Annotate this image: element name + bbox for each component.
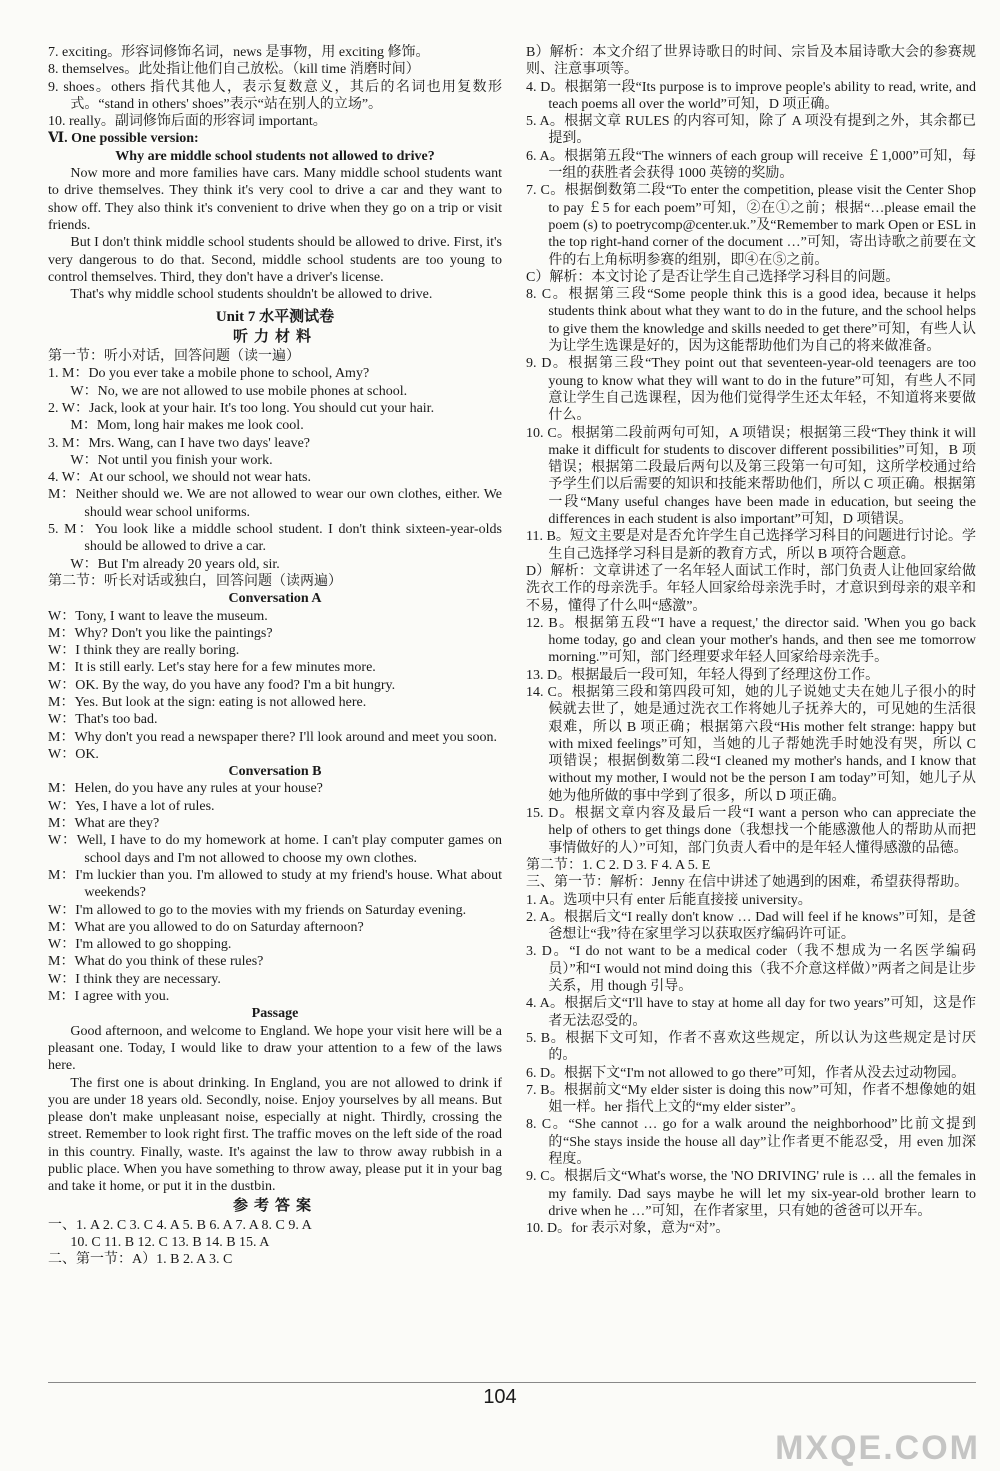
text-line: 5. A。根据文章 RULES 的内容可知，除了 A 项没有提到之外，其余都已提到。 — [526, 114, 976, 147]
divider-line — [48, 1382, 976, 1383]
text-line: 9. D。根据第三段“They point out that seventeen-year-old teenagers are too young to know what they will want to do in the future”可知，有些人不同意让学生自己选课程，因为他们觉得学生还太年轻，不知道将来要做什么。 — [526, 356, 976, 424]
text-line: 2. A。根据后文“I really don't know … Dad will feel if he knows”可知，是爸爸想让“我”待在家里学习以获取医疗编码许可证。 — [526, 909, 976, 943]
text-line: 10. really。副词修饰后面的形容词 important。 — [48, 114, 327, 130]
text-line: 7. B。根据前文“My elder sister is doing this now”可知，作者不想像她的姐姐一样。her 指代上文的“my elder sister”。 — [526, 1082, 976, 1116]
text-line: 9. C。根据后文“What's worse, the 'NO DRIVING' rule is … all the females in my family. Dad says maybe he will let my six-year-old brother learn to drive when he …”可知，在作者家里，只有她的爸爸可以开车。 — [526, 1169, 976, 1219]
text-line: 第二节：听长对话或独白，回答问题（读两遍） — [48, 573, 342, 589]
text-line: B）解析：本文介绍了世界诗歌日的时间、宗旨及本届诗歌大会的参赛规则、注意事项等。 — [526, 45, 976, 78]
text-line: 5. B。根据下文可知，作者不喜欢这些规定，所以认为这些规定是讨厌的。 — [526, 1030, 976, 1064]
text-line: W：That's too bad. — [48, 712, 158, 728]
text-line: W：I'm allowed to go to the movies with my friends on Saturday evening. — [48, 902, 467, 918]
text-line: 6. D。根据下文“I'm not allowed to go there”可知，作者从没去过动物园。 — [526, 1065, 966, 1081]
text-line: 8. themselves。此处指让他们自己放松。（kill time 消磨时间） — [48, 62, 420, 78]
text-line: 5. M：You look like a middle school student. I don't think sixteen-year-olds should be allowed to drive a car. — [48, 522, 502, 555]
text-line: Conversation B — [228, 764, 322, 780]
text-line: D）解析：文章讲述了一名年轻人面试工作时，部门负责人让他回家给做洗衣工作的母亲洗手。年轻人回家给母亲洗手时，才意识到母亲的艰辛和不易，懂得了什么叫“感激”。 — [526, 563, 976, 614]
text-line: 2. W：Jack, look at your hair. It's too long. You should cut your hair. — [48, 400, 435, 416]
text-line: 4. D。根据第一段“Its purpose is to improve people's ability to read, write, and teach poems all over the world”可知，D 项正确。 — [526, 79, 976, 112]
text-line: 4. W：At our school, we should not wear hats. — [48, 470, 311, 486]
text-line: 6. A。根据第五段“The winners of each group will receive ￡1,000”可知，每一组的获胜者会获得 1000 英镑的奖励。 — [526, 148, 976, 182]
text-line: W：Yes, I have a lot of rules. — [48, 798, 215, 814]
text-line: 12. B。根据第五段“'I have a request,' the director said. 'When you go back home today, go and clean your mother's hands, and then see me tomorrow morning.'”可知，部门经理要求年轻人回家给母亲洗手。 — [526, 615, 976, 666]
text-line: 第二节：1. C 2. D 3. F 4. A 5. E — [526, 857, 711, 873]
text-line: 15. D。根据文章内容及最后一段“I want a person who can appreciate the help of others to get things done（我想找一个能感激他人的帮助从而把事情做好的人）”可知，部门负责人看中的是年轻人懂得感激的品德。 — [526, 806, 976, 856]
text-line: Conversation A — [228, 591, 322, 607]
text-line: Unit 7 水平测试卷 — [215, 309, 335, 326]
text-line: 第一节：听小对话，回答问题（读一遍） — [48, 349, 300, 365]
text-line: M：It is still early. Let's stay here for a few minutes more. — [48, 660, 376, 676]
text-line: W：I think they are necessary. — [48, 971, 221, 987]
text-line: 4. A。根据后文“I'll have to stay at home all day for two years”可知，这是作者无法忍受的。 — [526, 996, 976, 1029]
text-line: 13. D。根据最后一段可知，年轻人得到了经理这份工作。 — [526, 667, 880, 683]
text-line: Now more and more families have cars. Many middle school students want to drive themselves. They think it's very cool to drive a car and they want to show off. They also think it's convenient to drive when they go on a trip or visit friends. — [48, 166, 502, 233]
text-line: M：Helen, do you have any rules at your house? — [48, 781, 323, 797]
text-line: M：What do you think of these rules? — [48, 954, 264, 970]
text-line: That's why middle school students shouldn't be allowed to drive. — [70, 287, 433, 303]
text-line: 14. C。根据第三段和第四段可知，她的儿子说她丈夫在她儿子很小的时候就去世了，她是通过洗衣工作将她儿子抚养大的，可见她的生活很艰难，所以 B 项正确；根据第六段“His mother felt strange: happy but with mixed feelings”可知，当她的儿子帮她洗手时她没有哭，所以 C 项错误；根据倒数第二段“I cleaned my mother's hands, and I know that without my mother, I would not be the person I am today”可知，她儿子从她为他所做的事中学到了很多，所以 D 项正确。 — [526, 684, 976, 804]
text-line: W：I'm allowed to go shopping. — [48, 937, 232, 953]
text-line: 一、1. A 2. C 3. C 4. A 5. B 6. A 7. A 8. C 9. A — [48, 1217, 312, 1233]
text-line: M：Why don't you read a newspaper there? I'll look around and meet you soon. — [48, 729, 498, 745]
text-line: M：I agree with you. — [48, 989, 170, 1005]
text-line: M：I'm luckier than you. I'm allowed to study at my friend's house. What about weekends? — [48, 867, 502, 901]
text-line: 8. C。根据第三段“Some people think this is a good idea, because it helps students think about what they want to do in the future, and the school helps to give them the knowledge and skills needed to get there”可知，有些人认为让学生选课是好的，因为这能帮助他们为自己的将来做准备。 — [526, 287, 976, 355]
text-line: 10. D。for 表示对象，意为“对”。 — [526, 1221, 730, 1237]
text-line: Good afternoon, and welcome to England. We hope your visit here will be a pleasant one. Today, I would like to draw your attention to a few of the laws here. — [48, 1023, 502, 1074]
text-line: 3. D。“I do not want to be a medical coder（我不想成为一名医学编码员）”和“I would not mind doing this（我不介意这样做）”两者之间是让步关系，用 though 引导。 — [526, 944, 976, 995]
left-column — [48, 44, 502, 1269]
text-line: 1. A。选项中只有 enter 后能直接接 university。 — [526, 892, 812, 908]
text-line: 9. shoes。others 指代其他人，表示复数意义，其后的名词也用复数形式。“stand in others' shoes”表示“站在别人的立场”。 — [48, 79, 502, 112]
page-number: 104 — [483, 1386, 517, 1408]
text-line: Passage — [251, 1006, 299, 1022]
text-line: 7. exciting。形容词修饰名词，news 是事物，用 exciting 修饰。 — [48, 45, 430, 60]
text-line: 听力材料 — [232, 328, 317, 345]
text-line: M：Mom, long hair makes me look cool. — [70, 418, 304, 434]
text-line: W：But I'm already 20 years old, sir. — [70, 556, 280, 572]
text-line: 11. B。短文主要是对是否允许学生自己选择学习科目的问题进行讨论。学生自己选择学习科目是新的教育方式，所以 B 项符合题意。 — [526, 529, 976, 562]
text-line: W：Well, I have to do my homework at home. I can't play computer games on school days and I'm not allowed to choose my own clothes. — [48, 833, 502, 866]
text-line: But I don't think middle school students should be allowed to drive. First, it's very dangerous to do that. Second, middle school students are too young to control themselves. Third, they don't have a driver's license. — [48, 235, 502, 285]
watermark-logo: MXQE.COM — [775, 1428, 980, 1467]
text-line: W：OK. By the way, do you have any food? I'm a bit hungry. — [48, 677, 396, 693]
text-line: M：Yes. But look at the sign: eating is not allowed here. — [48, 694, 367, 710]
text-line: Why are middle school students not allowed to drive? — [115, 148, 435, 164]
text-line: M：What are you allowed to do on Saturday afternoon? — [48, 919, 364, 935]
text-line: W：Not until you finish your work. — [70, 452, 273, 468]
text-line: 三、第一节：解析：Jenny 在信中讲述了她遇到的困难，希望获得帮助。 — [526, 875, 969, 891]
text-line: Ⅵ. One possible version: — [48, 131, 199, 147]
text-line: M：Why? Don't you like the paintings? — [48, 625, 273, 641]
text-line: 7. C。根据倒数第二段“To enter the competition, please visit the Center Shop to pay ￡5 for each poem”可知，②在①之前；根据“…please email the poem (s) to poetrycomp@center.uk.”及“Remember to mark Open or ESL in the top right-hand corner of the document …”可知，寄出诗歌之前要在文件的右上角标明参赛的组别，即④在⑤之前。 — [526, 183, 976, 268]
text-line: 10. C。根据第二段前两句可知，A 项错误；根据第三段“They think it will make it difficult for students to discover different possibilities”可知，B 项错误；根据第二段最后两句以及第三段第一句可知，这所学校通过给予学生们以后需要的知识和技能来帮助他们，所以 C 项正确。根据第一段“Many useful changes have been made in education, but seeing the differences in each student is also important”可知，D 项错误。 — [526, 425, 976, 528]
right-column — [526, 44, 976, 1237]
text-line: 10. C 11. B 12. C 13. B 14. B 15. A — [70, 1235, 270, 1251]
text-line: 1. M：Do you ever take a mobile phone to school, Amy? — [48, 366, 370, 382]
text-line: 3. M：Mrs. Wang, can I have two days' leave? — [48, 435, 311, 451]
text-line: C）解析：本文讨论了是否让学生自己选择学习科目的问题。 — [526, 269, 900, 285]
text-line: 二、第一节：A）1. B 2. A 3. C — [48, 1252, 233, 1268]
text-line: W：OK. — [48, 746, 99, 762]
text-line: 8. C。“She cannot … go for a walk around the neighborhood”比前文提到的“She stays inside the house all day”让作者更不能忍受，用 even 加深程度。 — [526, 1117, 976, 1167]
text-line: The first one is about drinking. In England, you are not allowed to drink if you are under 18 years old. Secondly, noise. Enjoy yourselves by all means. But please don't make unpleasant noise, especially at night. Thirdly, crossing the street. Remember to look right first. The traffic moves on the left side of the road in this country. Finally, waste. It's against the law to throw away rubbish in a public place. When you have something to throw away, please put it in your bag and take it home, or put it in the dustbin. — [48, 1075, 502, 1195]
text-line: 参考答案 — [232, 1197, 317, 1214]
text-line: M：What are they? — [48, 816, 160, 832]
text-line: W：I think they are really boring. — [48, 643, 240, 659]
text-line: W：Tony, I want to leave the museum. — [48, 608, 268, 624]
text-line: M：Neither should we. We are not allowed to wear our own clothes, either. We should wear school uniforms. — [48, 487, 502, 520]
text-line: W：No, we are not allowed to use mobile phones at school. — [70, 383, 408, 399]
